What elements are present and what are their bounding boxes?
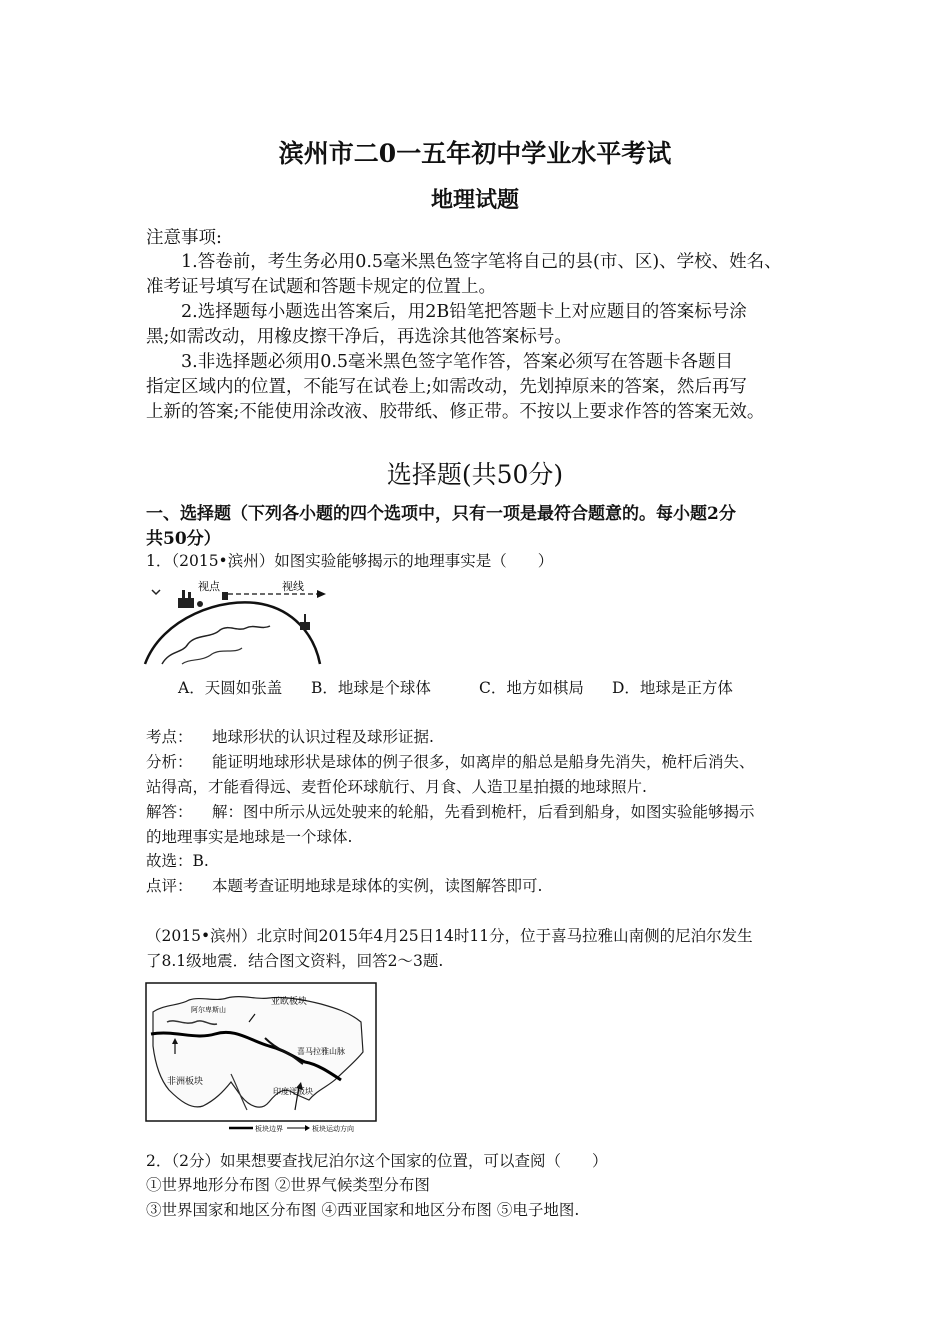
q2-line-1: ①世界地形分布图 ②世界气候类型分布图 (146, 1176, 430, 1194)
section-title: 选择题(共50分) (386, 460, 564, 489)
group2-intro-1: （2015•滨州）北京时间2015年4月25日14时11分，位于喜马拉雅山南侧的尼泊尔发生 (146, 927, 753, 945)
q2-stem: 2．（2分）如果想要查找尼泊尔这个国家的位置，可以查阅（ ） (146, 1152, 608, 1170)
map-legend-boundary: 板块边界 (255, 1125, 283, 1133)
notice-line-5: 3.非选择题必须用0.5毫米黑色签字笔作答，答案必须写在答题卡各题目 (181, 352, 734, 372)
q1-globe-ship-figure (142, 578, 327, 668)
notice-line-7: 上新的答案;不能使用涂改液、胶带纸、修正带。不按以上要求作答的答案无效。 (146, 402, 765, 422)
q1-jieda-text-1: 解：图中所示从远处驶来的轮船，先看到桅杆，后看到船身，如图实验能够揭示 (212, 803, 755, 821)
notice-line-1: 1.答卷前，考生务必用0.5毫米黑色签字笔将自己的县(市、区)、学校、姓名、 (181, 252, 782, 272)
q1-figure-label-viewpoint: 视点 (198, 580, 220, 593)
map-label-himalaya: 喜马拉雅山脉 (297, 1047, 345, 1056)
q1-option-d: D．地球是正方体 (612, 679, 733, 697)
exam-subtitle: 地理试题 (430, 187, 519, 213)
q1-jieda-text-2: 的地理事实是地球是一个球体. (146, 828, 353, 846)
map-label-alps: 阿尔卑斯山 (191, 1006, 226, 1014)
notice-line-3: 2.选择题每小题选出答案后，用2B铅笔把答题卡上对应题目的答案标号涂 (181, 302, 747, 322)
q1-jieda-label: 解答： (146, 803, 193, 821)
plate-map-figure (145, 982, 377, 1134)
q1-fenxi-text-1: 能证明地球形状是球体的例子很多，如离岸的船总是船身先消失，桅杆后消失、 (212, 753, 755, 771)
q1-fenxi-label: 分析： (146, 753, 193, 771)
section-instruction-1: 一、选择题（下列各小题的四个选项中，只有一项是最符合题意的。每小题2分 (146, 504, 736, 524)
q2-line-2: ③世界国家和地区分布图 ④西亚国家和地区分布图 ⑤电子地图. (146, 1201, 580, 1219)
exam-title: 滨州市二0一五年初中学业水平考试 (278, 139, 672, 168)
q1-fenxi (146, 750, 755, 772)
q1-figure-label-sightline: 视线 (282, 580, 304, 593)
q1-dianping (146, 874, 542, 896)
q1-option-b: B．地球是个球体 (311, 679, 431, 697)
notice-heading: 注意事项: (146, 228, 222, 248)
q1-stem: 1．（2015•滨州）如图实验能够揭示的地理事实是（ ） (146, 552, 554, 570)
q1-kaodian-text: 地球形状的认识过程及球形证据. (212, 728, 434, 746)
group2-intro-2: 了8.1级地震．结合图文资料，回答2～3题. (146, 952, 444, 970)
map-label-african: 非洲板块 (167, 1077, 204, 1087)
q1-kaodian-label: 考点： (146, 728, 193, 746)
notice-line-2: 准考证号填写在试题和答题卡规定的位置上。 (146, 277, 496, 297)
q1-option-c: C．地方如棋局 (479, 679, 584, 697)
q1-fenxi-text-2: 站得高，才能看得远、麦哲伦环球航行、月食、人造卫星拍摄的地球照片. (146, 778, 647, 796)
map-label-eurasian: 亚欧板块 (271, 997, 308, 1007)
map-label-indian: 印度洋板块 (273, 1087, 313, 1096)
q1-kaodian (146, 725, 434, 747)
q1-guxuan: 故选：B. (146, 852, 209, 870)
q1-dianping-label: 点评： (146, 877, 193, 895)
notice-line-4: 黑;如需改动，用橡皮擦干净后，再选涂其他答案标号。 (146, 327, 572, 347)
map-legend-motion: 板块运动方向 (312, 1125, 354, 1133)
q1-jieda (146, 800, 755, 822)
section-instruction-2: 共50分） (146, 529, 221, 549)
notice-line-6: 指定区域内的位置，不能写在试卷上;如需改动，先划掉原来的答案，然后再写 (146, 377, 747, 397)
q1-option-a: A．天圆如张盖 (178, 679, 283, 697)
q1-dianping-text: 本题考查证明地球是球体的实例，读图解答即可. (212, 877, 543, 895)
